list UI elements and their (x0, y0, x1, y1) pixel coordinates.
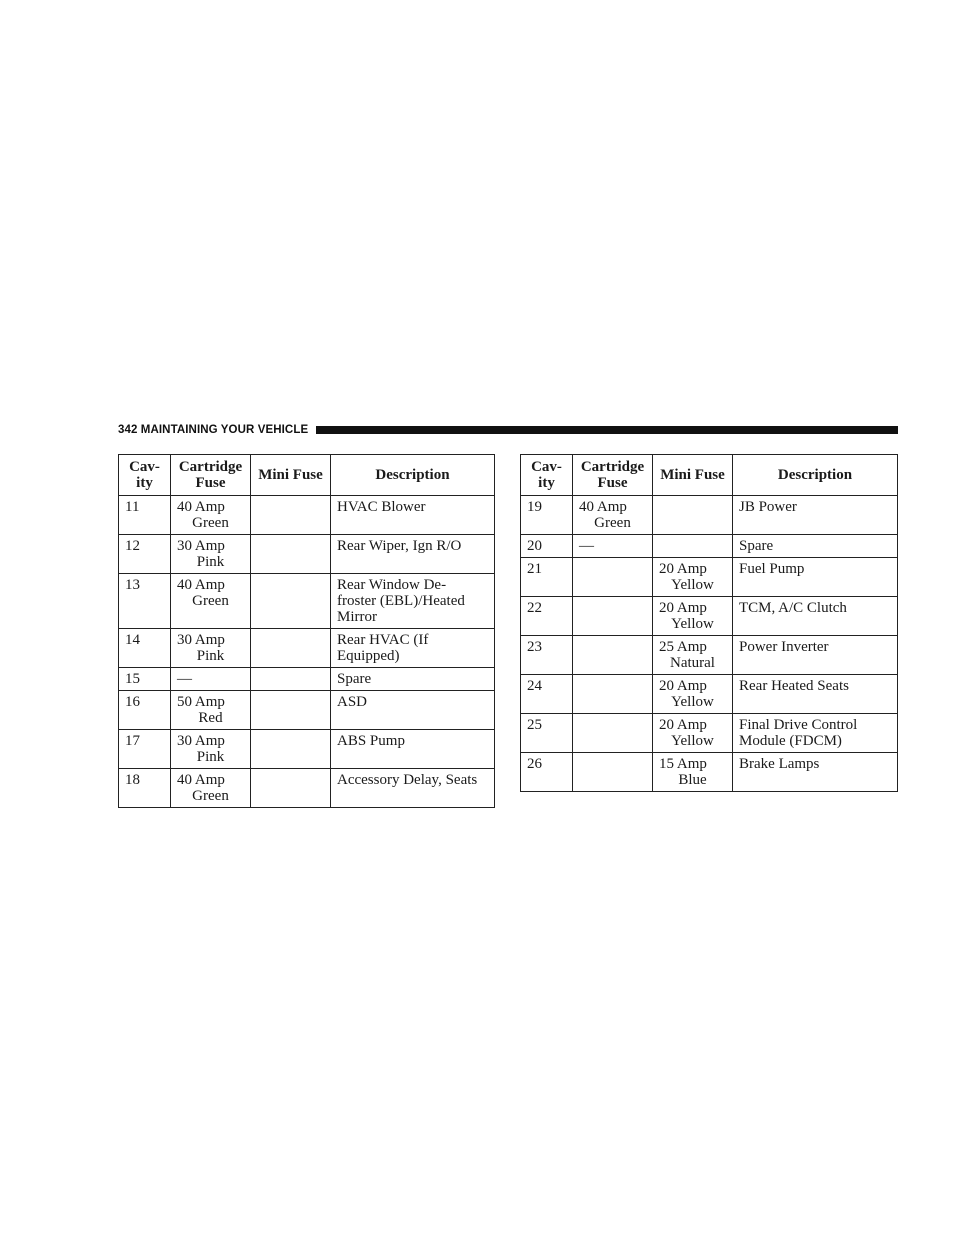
cavity-cell: 17 (119, 730, 171, 769)
cartridge-color: Pink (196, 648, 225, 664)
mini-color: Blue (678, 772, 707, 788)
mini-cell (653, 636, 733, 675)
fuse-table-left (118, 454, 495, 808)
cartridge-color: Pink (196, 749, 225, 765)
cartridge-amp: — (177, 671, 192, 687)
mini-cell (653, 597, 733, 636)
mini-cell (251, 730, 331, 769)
mini-cell (653, 496, 733, 535)
description-cell: JB Power (733, 496, 898, 535)
mini-amp: 25 Amp (659, 639, 707, 655)
table-row (521, 753, 898, 792)
description-cell: Power Inverter (733, 636, 898, 675)
cartridge-cell (171, 629, 251, 668)
cavity-cell: 22 (521, 597, 573, 636)
cavity-cell: 15 (119, 668, 171, 691)
cartridge-color: Red (198, 710, 223, 726)
cartridge-amp: — (579, 538, 594, 554)
table-header-row (521, 455, 898, 496)
mini-color: Yellow (671, 616, 714, 632)
mini-color: Yellow (671, 577, 714, 593)
cartridge-color: Green (192, 593, 229, 609)
cartridge-color: Pink (196, 554, 225, 570)
mini-cell (251, 668, 331, 691)
fuse-table-right (520, 454, 898, 792)
description-cell: Spare (733, 535, 898, 558)
mini-cell (251, 496, 331, 535)
cavity-cell: 16 (119, 691, 171, 730)
cavity-cell: 14 (119, 629, 171, 668)
cartridge-cell (573, 535, 653, 558)
cartridge-cell (573, 753, 653, 792)
description-cell: ASD (331, 691, 495, 730)
cartridge-cell (573, 496, 653, 535)
cavity-cell: 24 (521, 675, 573, 714)
cartridge-cell (573, 675, 653, 714)
mini-color: Yellow (671, 694, 714, 710)
table-row (119, 535, 495, 574)
header-rule (316, 426, 898, 434)
table-row (521, 636, 898, 675)
cartridge-cell (573, 714, 653, 753)
description-cell: ABS Pump (331, 730, 495, 769)
mini-cell (251, 574, 331, 629)
mini-amp: 20 Amp (659, 678, 707, 694)
col-header-description: Description (733, 455, 898, 496)
description-cell: Accessory Delay, Seats (331, 769, 495, 808)
mini-cell (653, 714, 733, 753)
cavity-cell: 25 (521, 714, 573, 753)
page-header (118, 422, 898, 438)
cartridge-amp: 30 Amp (177, 632, 225, 648)
mini-color: Natural (670, 655, 715, 671)
cavity-cell: 11 (119, 496, 171, 535)
col-header-cavity: Cav- ity (119, 455, 171, 496)
table-header-row (119, 455, 495, 496)
cartridge-amp: 40 Amp (177, 577, 225, 593)
description-cell: Rear Heated Seats (733, 675, 898, 714)
cavity-cell: 13 (119, 574, 171, 629)
mini-cell (251, 769, 331, 808)
description-cell: Brake Lamps (733, 753, 898, 792)
table-row (119, 668, 495, 691)
cartridge-amp: 30 Amp (177, 733, 225, 749)
table-row (521, 597, 898, 636)
table-row (119, 629, 495, 668)
table-row (119, 691, 495, 730)
cartridge-amp: 40 Amp (177, 499, 225, 515)
table-row (119, 769, 495, 808)
cartridge-cell (171, 496, 251, 535)
cavity-cell: 21 (521, 558, 573, 597)
mini-amp: 15 Amp (659, 756, 707, 772)
table-row (119, 574, 495, 629)
mini-amp: 20 Amp (659, 600, 707, 616)
mini-amp: 20 Amp (659, 717, 707, 733)
cavity-cell: 12 (119, 535, 171, 574)
mini-cell (251, 691, 331, 730)
table-row (521, 558, 898, 597)
cartridge-cell (171, 691, 251, 730)
col-header-cavity: Cav- ity (521, 455, 573, 496)
mini-color: Yellow (671, 733, 714, 749)
cartridge-amp: 40 Amp (177, 772, 225, 788)
cartridge-cell (573, 597, 653, 636)
description-cell: Fuel Pump (733, 558, 898, 597)
col-header-description: Description (331, 455, 495, 496)
table-row (521, 714, 898, 753)
cartridge-cell (171, 730, 251, 769)
cartridge-cell (171, 535, 251, 574)
mini-cell (653, 558, 733, 597)
description-cell: Rear Window De- froster (EBL)/Heated Mirror (331, 574, 495, 629)
table-row (521, 535, 898, 558)
cavity-cell: 18 (119, 769, 171, 808)
description-cell: TCM, A/C Clutch (733, 597, 898, 636)
cartridge-color: Green (594, 515, 631, 531)
cavity-cell: 20 (521, 535, 573, 558)
description-cell: HVAC Blower (331, 496, 495, 535)
table-row (521, 675, 898, 714)
table-row (119, 730, 495, 769)
cartridge-color: Green (192, 515, 229, 531)
description-cell: Rear Wiper, Ign R/O (331, 535, 495, 574)
table-row (119, 496, 495, 535)
description-cell: Rear HVAC (If Equipped) (331, 629, 495, 668)
mini-cell (251, 629, 331, 668)
mini-cell (653, 675, 733, 714)
col-header-cartridge: Cartridge Fuse (573, 455, 653, 496)
mini-cell (653, 753, 733, 792)
cavity-cell: 26 (521, 753, 573, 792)
cavity-cell: 23 (521, 636, 573, 675)
cartridge-cell (171, 574, 251, 629)
cartridge-cell (573, 636, 653, 675)
cartridge-cell (573, 558, 653, 597)
description-cell: Spare (331, 668, 495, 691)
cavity-cell: 19 (521, 496, 573, 535)
mini-amp: 20 Amp (659, 561, 707, 577)
mini-cell (251, 535, 331, 574)
cartridge-amp: 50 Amp (177, 694, 225, 710)
description-cell: Final Drive Control Module (FDCM) (733, 714, 898, 753)
cartridge-cell (171, 668, 251, 691)
col-header-cartridge: Cartridge Fuse (171, 455, 251, 496)
col-header-mini: Mini Fuse (653, 455, 733, 496)
page-header-text: 342 MAINTAINING YOUR VEHICLE (118, 424, 309, 436)
cartridge-amp: 40 Amp (579, 499, 627, 515)
cartridge-color: Green (192, 788, 229, 804)
cartridge-amp: 30 Amp (177, 538, 225, 554)
table-row (521, 496, 898, 535)
cartridge-cell (171, 769, 251, 808)
mini-cell (653, 535, 733, 558)
col-header-mini: Mini Fuse (251, 455, 331, 496)
